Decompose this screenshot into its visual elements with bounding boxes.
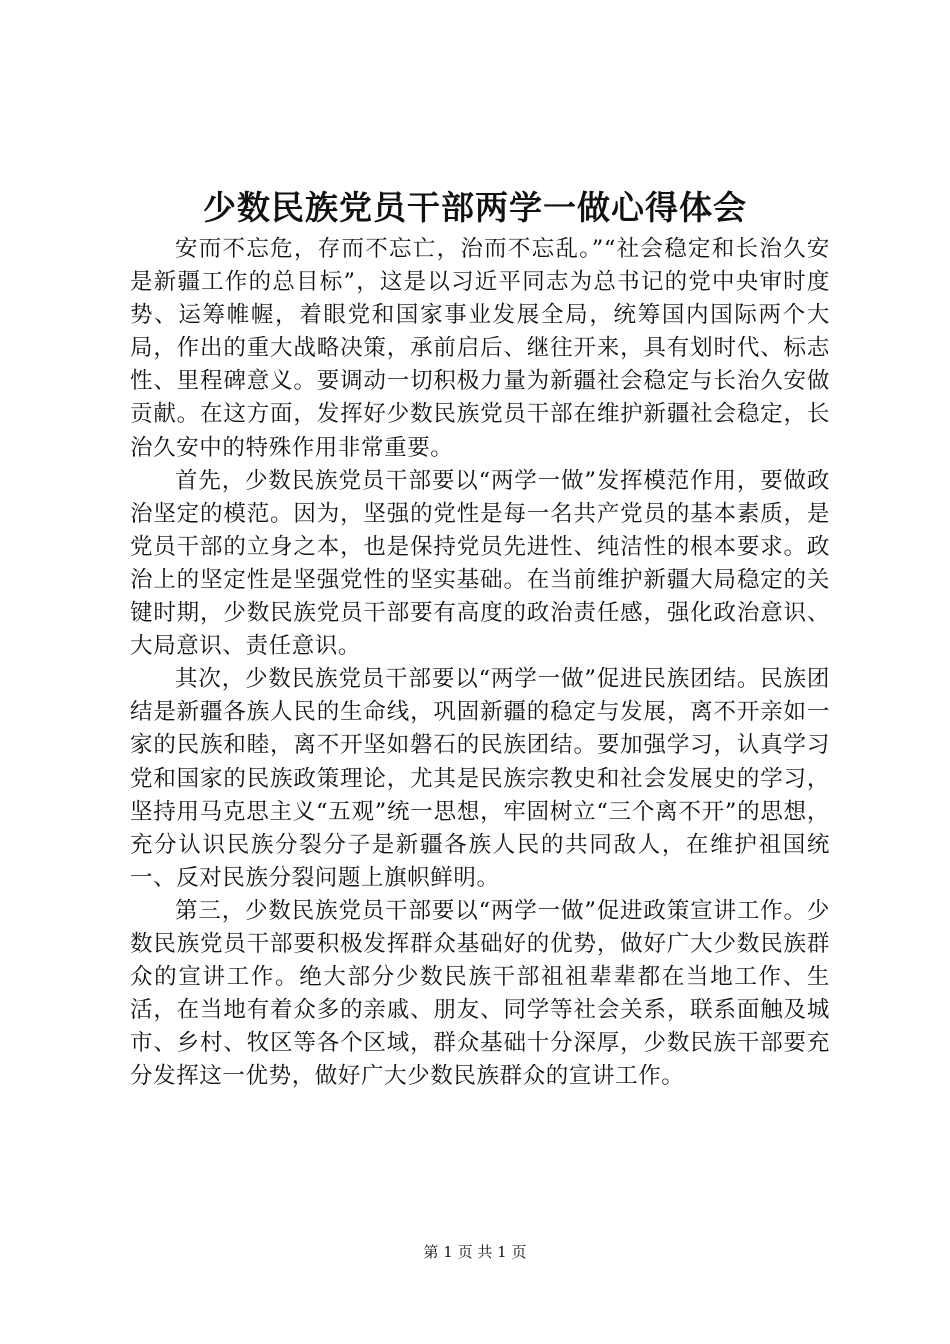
- paragraph-first: 首先，少数民族党员干部要以“两学一做”发挥模范作用，要做政治坚定的模范。因为，坚强的党性是每一名共产党员的基本素质，是党员干部的立身之本，也是保持党员先进性、纯洁性的根本要求。政治上的坚定性是坚强党性的坚实基础。在当前维护新疆大局稳定的关键时期，少数民族党员干部要有高度的政治责任感，强化政治意识、大局意识、责任意识。: [130, 467, 830, 660]
- paragraph-second: 其次，少数民族党员干部要以“两学一做”促进民族团结。民族团结是新疆各族人民的生命线，巩固新疆的稳定与发展，离不开亲如一家的民族和睦，离不开坚如磐石的民族团结。要加强学习，认真学习党和国家的民族政策理论，尤其是民族宗教史和社会发展史的学习，坚持用马克思主义“五观”统一思想，牢固树立“三个离不开”的思想，充分认识民族分裂分子是新疆各族人民的共同敌人，在维护祖国统一、反对民族分裂问题上旗帜鲜明。: [130, 666, 830, 891]
- paragraph-intro: 安而不忘危，存而不忘亡，治而不忘乱。”“社会稳定和长治久安是新疆工作的总目标”，这是以习近平同志为总书记的党中央审时度势、运筹帷幄，着眼党和国家事业发展全局，统筹国内国际两个大局，作出的重大战略决策，承前启后、继往开来，具有划时代、标志性、里程碑意义。要调动一切积极力量为新疆社会稳定与长治久安做贡献。在这方面，发挥好少数民族党员干部在维护新疆社会稳定，长治久安中的特殊作用非常重要。: [130, 236, 830, 461]
- page-title: 少数民族党员干部两学一做心得体会: [203, 188, 747, 227]
- document-body: [130, 233, 830, 1093]
- page-number-footer: 第 1 页 共 1 页: [423, 1243, 527, 1261]
- paragraph-third: 第三，少数民族党员干部要以“两学一做”促进政策宣讲工作。少数民族党员干部要积极发挥群众基础好的优势，做好广大少数民族群众的宣讲工作。绝大部分少数民族干部祖祖辈辈都在当地工作、生活，在当地有着众多的亲戚、朋友、同学等社会关系，联系面触及城市、乡村、牧区等各个区域，群众基础十分深厚，少数民族干部要充分发挥这一优势，做好广大少数民族群众的宣讲工作。: [130, 897, 830, 1090]
